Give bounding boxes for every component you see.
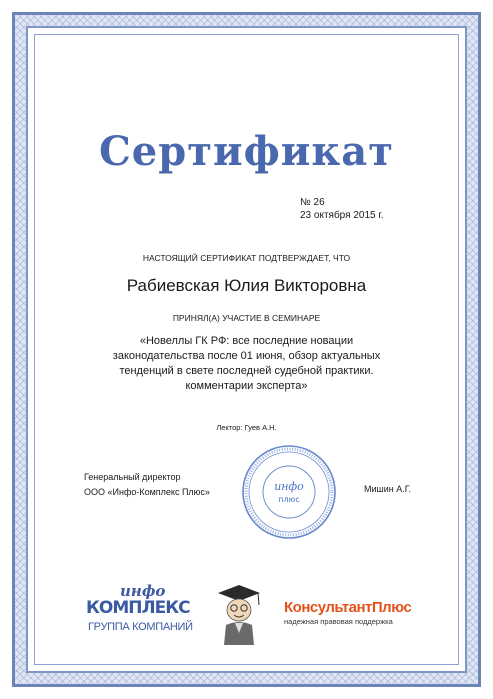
info-logo-line1: инфо <box>120 582 166 600</box>
info-logo-line3: ГРУППА КОМПАНИЙ <box>88 621 193 633</box>
professor-mascot-icon <box>214 583 264 645</box>
lecturer: Лектор: Гуев А.Н. <box>216 423 277 432</box>
consultant-plus-logo <box>284 599 414 629</box>
certificate-date: 23 октября 2015 г. <box>300 210 384 221</box>
seminar-title: «Новеллы ГК РФ: все последние новации законодательства после 01 июня, обзор актуальных тенденций в свете последней судебной практики. комментарии эксперта» <box>112 335 381 392</box>
director-organization: ООО «Инфо-Комплекс Плюс» <box>84 487 210 497</box>
director-name: Мишин А.Г. <box>364 484 412 494</box>
svg-text:инфо: инфо <box>274 480 304 493</box>
info-complex-logo <box>86 582 196 642</box>
company-seal <box>234 442 344 542</box>
confirms-text: НАСТОЯЩИЙ СЕРТИФИКАТ ПОДТВЕРЖДАЕТ, ЧТО <box>142 253 351 263</box>
consultant-plus-slogan: надежная правовая поддержка <box>284 617 393 626</box>
consultant-plus-name: КонсультантПлюс <box>284 599 412 616</box>
certificate-title: Сертификат <box>98 128 395 175</box>
participation-text: ПРИНЯЛ(А) УЧАСТИЕ В СЕМИНАРЕ <box>172 313 321 323</box>
certificate-number: № 26 <box>300 197 325 208</box>
svg-text:плюс: плюс <box>278 495 300 504</box>
info-logo-line2: КОМПЛЕКС <box>86 598 190 618</box>
director-position: Генеральный директор <box>84 472 181 482</box>
recipient-name: Рабиевская Юлия Викторовна <box>126 276 367 295</box>
